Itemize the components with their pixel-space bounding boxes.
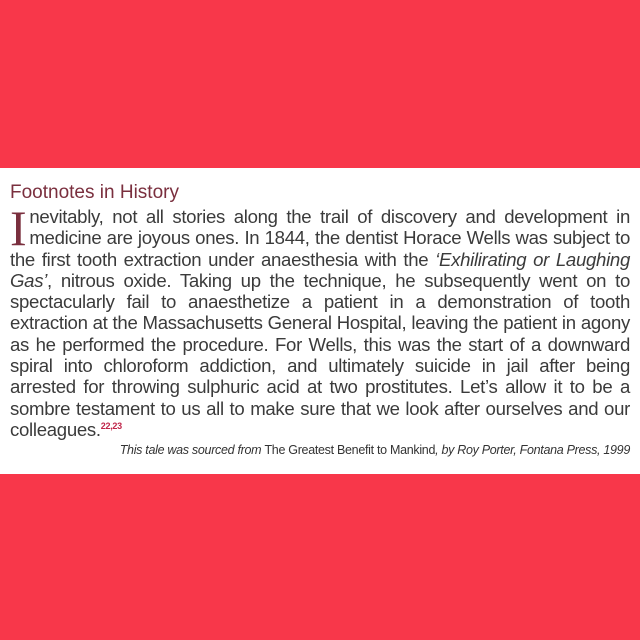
source-citation xyxy=(120,443,630,457)
source-suffix: , by Roy Porter, Fontana Press, 1999 xyxy=(435,443,630,457)
reference-superscript: 22,23 xyxy=(100,420,122,431)
footnote-heading: Footnotes in History xyxy=(10,182,179,203)
footnote-card xyxy=(0,168,640,474)
drop-cap: I xyxy=(10,200,27,256)
source-prefix: This tale was sourced from xyxy=(119,443,265,457)
source-book-title: The Greatest Benefit to Mankind xyxy=(264,443,436,457)
paragraph-emphasis: ‘Exhilirating or Laughing Gas’ xyxy=(10,248,630,291)
footnote-paragraph xyxy=(10,200,630,440)
paragraph-text-part2: , nitrous oxide. Taking up the technique, he subsequently went on to spectacularly fail to anaesthetize a patient in a demonstration of tooth extraction at the Massachusetts General Hospital, leaving the patient in agony as he performed the procedure. For Wells, this was the start of a downward spiral into chloroform addiction, and ultimately suicide in jail after being arrested for throwing sulphuric acid at two prostitutes. Let’s allow it to be a sombre testament to us all to make sure that we look after ourselves and our colleagues. xyxy=(10,269,630,440)
paragraph-text-part1: nevitably, not all stories along the trail of discovery and development in medicine are joyous ones. In 1844, the dentist Horace Wells was subject to the first tooth extraction under anaesthesia with the xyxy=(10,206,630,270)
